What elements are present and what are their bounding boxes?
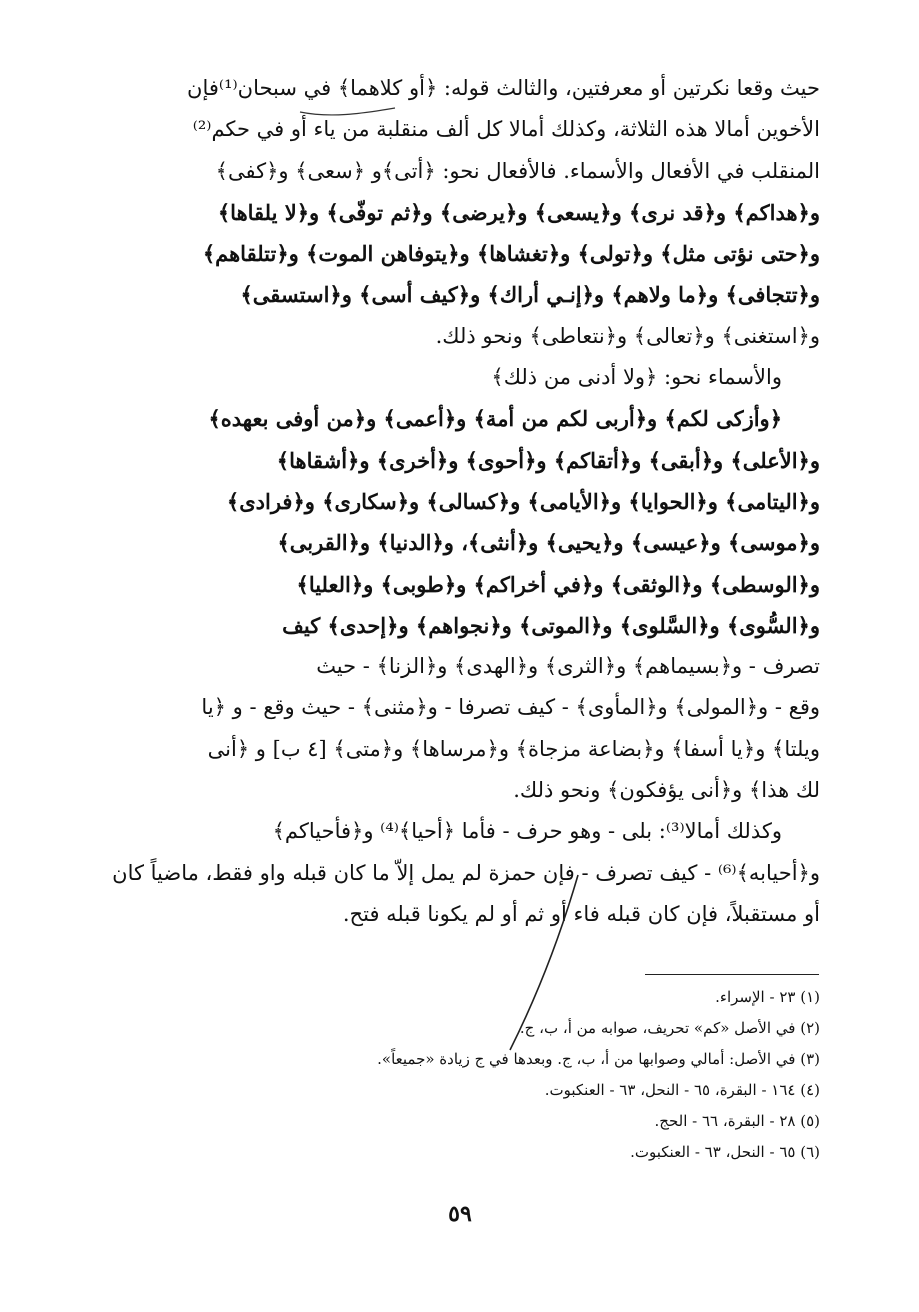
text-line-18: لك هذا﴾ و﴿أنى يؤفكون﴾ ونحو ذلك.	[513, 778, 820, 803]
footnotes	[300, 982, 820, 1168]
text-line-7: و﴿استغنى﴾ و﴿تعالى﴾ و﴿نتعاطى﴾ ونحو ذلك.	[435, 323, 820, 348]
text-line-19: وكذلك أمالا⁽³⁾: بلى - وهو حرف - فأما ﴿أحيا﴾⁽⁴⁾ و﴿فأحياكم﴾	[272, 819, 782, 844]
text-line-9: ﴿وأزكى لكم﴾ و﴿أربى لكم من أمة﴾ و﴿أعمى﴾ و﴿من أوفى بعهده﴾	[208, 406, 782, 432]
text-line-11: و﴿اليتامى﴾ و﴿الحوايا﴾ و﴿الأيامى﴾ و﴿كسالى﴾ و﴿سكارى﴾ و﴿فرادى﴾	[226, 488, 820, 514]
text-line-13: و﴿الوسطى﴾ و﴿الوثقى﴾ و﴿في أخراكم﴾ و﴿طوبى﴾ و﴿العليا﴾	[296, 571, 820, 597]
text-line-8: والأسماء نحو: ﴿ولا أدنى من ذلك﴾	[491, 365, 782, 390]
text-line-21: أو مستقبلاً، فإن كان قبله فاء أو ثم أو لم يكونا قبله فتح.	[342, 901, 820, 926]
text-line-6: و﴿تتجافى﴾ و﴿ما ولاهم﴾ و﴿إنـي أراك﴾ و﴿كيف أسى﴾ و﴿استسقى﴾	[240, 282, 820, 308]
text-line-5: و﴿حتى نؤتى مثل﴾ و﴿تولى﴾ و﴿تغشاها﴾ و﴿يتوفاهن الموت﴾ و﴿تتلقاهم﴾	[202, 241, 820, 267]
footnote-3: (٣) في الأصل: أمالي وصوابها من أ، ب، ج. وبعدها في ج زيادة «جميعاً».	[377, 1050, 820, 1068]
text-line-12: و﴿موسى﴾ و﴿عيسى﴾ و﴿يحيى﴾ و﴿أنثى﴾، و﴿الدنيا﴾ و﴿القربى﴾	[277, 530, 820, 556]
text-line-17: ويلتا﴾ و﴿يا أسفا﴾ و﴿بضاعة مزجاة﴾ و﴿مرساها﴾ و﴿متى﴾ [٤ ب] و ﴿أنى	[207, 736, 820, 761]
text-line-1: حيث وقعا نكرتين أو معرفتين، والثالث قوله: ﴿أو كلاهما﴾ في سبحان⁽¹⁾فإن	[187, 76, 820, 100]
footnote-1: (١) ٢٣ - الإسراء.	[715, 988, 820, 1006]
footnote-4: (٤) ١٦٤ - البقرة، ٦٥ - النحل، ٦٣ - العنكبوت.	[544, 1081, 820, 1099]
text-line-14: و﴿السُّوى﴾ و﴿السَّلوى﴾ و﴿الموتى﴾ و﴿نجواهم﴾ و﴿إحدى﴾ كيف	[282, 612, 820, 638]
text-line-10: و﴿الأعلى﴾ و﴿أبقى﴾ و﴿أتقاكم﴾ و﴿أحوى﴾ و﴿أخرى﴾ و﴿أشقاها﴾	[276, 447, 820, 473]
text-line-4: و﴿هداكم﴾ و﴿قد نرى﴾ و﴿يسعى﴾ و﴿يرضى﴾ و﴿ثم توفّى﴾ و﴿لا يلقاها﴾	[217, 199, 820, 225]
footnote-6: (٦) ٦٥ - النحل، ٦٣ - العنكبوت.	[630, 1143, 820, 1161]
text-line-16: وقع - و﴿المولى﴾ و﴿المأوى﴾ - كيف تصرفا - و﴿مثنى﴾ - حيث وقع - و ﴿يا	[201, 695, 820, 720]
text-line-2: الأخوين أمالا هذه الثلاثة، وكذلك أمالا كل ألف منقلبة من ياء أو في حكم⁽²⁾	[192, 117, 820, 142]
footnote-divider	[645, 974, 819, 975]
text-line-20: و﴿أحيابه﴾⁽⁶⁾ - كيف تصرف - فإن حمزة لم يمل إلاّ ما كان قبله واو فقط، ماضياً كان	[112, 860, 820, 885]
main-text	[100, 68, 820, 935]
footnote-5: (٥) ٢٨ - البقرة، ٦٦ - الحج.	[654, 1112, 820, 1130]
footnote-2: (٢) في الأصل «كم» تحريف، صوابه من أ، ب، ج.	[519, 1019, 820, 1037]
text-line-3: المنقلب في الأفعال والأسماء. فالأفعال نحو: ﴿أتى﴾و ﴿سعى﴾ و﴿كفى﴾	[215, 158, 820, 183]
page-number: ٥٩	[448, 1201, 472, 1227]
text-line-15: تصرف - و﴿بسيماهم﴾ و﴿الثرى﴾ و﴿الهدى﴾ و﴿الزنا﴾ - حيث	[316, 654, 820, 679]
